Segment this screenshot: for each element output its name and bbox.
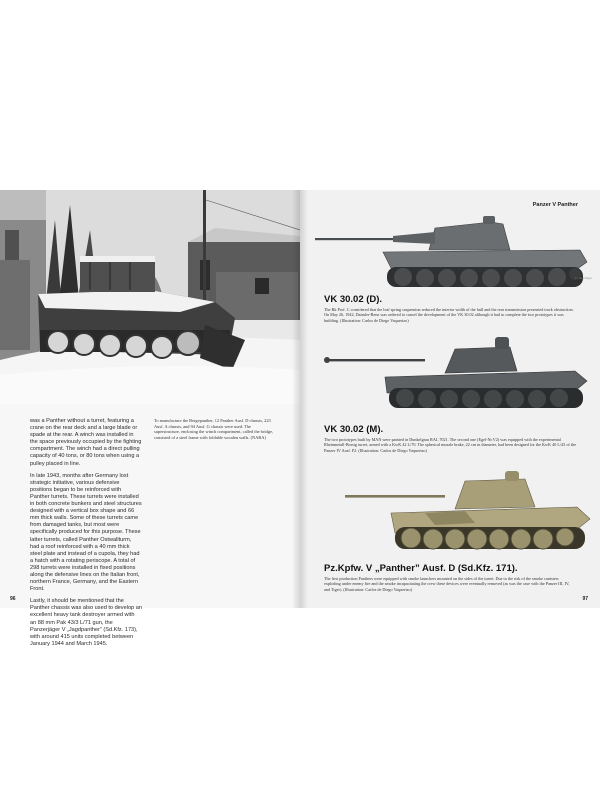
plate-title-panther-ausf-d: Pz.Kpfw. V „Panther” Ausf. D (Sd.Kfz. 171). <box>324 563 518 574</box>
tank-illustration-vk3002d <box>305 210 595 290</box>
page-number-right: 97 <box>582 596 588 602</box>
plate-title-vk3002m: VK 30.02 (M). <box>324 424 384 435</box>
body-paragraph: In late 1943, months after Germany lost strategic initiative, various defensive positions began to be reinforced with Panther turrets. These turrets were installed in both concrete bunkers and steel structures designed with a vertical box shape and 66 mm thick walls. Some of these turrets came from damaged tanks, but most were specifically produced for this purpose. These latter turrets, called Panther Ostwallturm, had a roof reinforced with a 40 mm thick steel plate and instead of a cupola, they had a hatch with a rotating periscope. A total of 298 turrets were installed in fixed positions along the defensive lines on the Italian front, northern France, Germany, and the Eastern Front. <box>30 472 142 593</box>
page-number-left: 96 <box>10 596 16 602</box>
left-body-text <box>30 418 142 653</box>
photo-caption: To manufacture the Bergepanther, 12 Panther Ausf. D chassis, 223 Ausf. A chassis, and 94 Ausf. G chassis were used. The superstructure, enclosing the winch compartment, called the bridge, consisted of a steel frame with foldable wooden walls. (NARA) <box>154 418 273 440</box>
plate-caption-vk3002m: The two prototypes built by MAN were painted in Dunkelgrau RAL 7021. The second one (Egel-Nr.V2) was equipped with the experimental Rheinmetall-Borsig turret, armed with a KwK 42 L/70. The spherical muzzle brake, 22 cm in diameter, had been designed for the KwK 40 L/43 of the Panzer IV Ausf. F2. (Illustration: Carlos de Diego Vaquerizo) <box>324 437 576 453</box>
bergepanther-photo <box>0 190 300 404</box>
body-paragraph: Lastly, it should be mentioned that the Panther chassis was also used to develop an excellent heavy tank destroyer armed with an 88 mm Pak 43/3 L/71 gun, the Panzerjäger V „Jagdpanther” (Sd.Kfz. 173), with around 415 units completed between January 1944 and March 1945. <box>30 598 142 647</box>
plate-caption-panther-ausf-d: The first production Panthers were equipped with smoke launchers mounted on the sides of the turret. Due to the risk of the smoke canisters exploding under enemy fire and the smoke incapacitating the crew these devices were eventually removed (as was the case with the Panzer III, IV, and Tiger). (Illustration: Carlos de Diego Vaquerizo) <box>324 576 570 592</box>
running-head: Panzer V Panther <box>532 202 578 208</box>
book-spread <box>0 190 600 647</box>
left-page <box>0 190 300 647</box>
body-paragraph: was a Panther without a turret, featuring a crane on the rear deck and a large blade or spade at the rear. A winch was installed in the space previously occupied by the fighting compartment. The winch had a direct pulling capacity of 40 tons, or 80 tons when using a pulley placed in line. <box>30 418 142 467</box>
tank-illustration-vk3002m <box>305 333 595 413</box>
illustrator-signature: C. de Diego <box>575 276 592 280</box>
plate-caption-vk3002d: The Bk Prof. C considered that the leaf spring suspension reduced the interior width of the hull and the rear transmission presented track obstruction. On May 26, 1942, Daimler-Benz was ordered to cancel the development of the VK 30.02 although it had to complete the two prototypes it was building. (Illustration: Carlos de Diego Vaquerizo) <box>324 307 574 323</box>
plate-title-vk3002d: VK 30.02 (D). <box>324 294 383 305</box>
tank-illustration-panther-ausf-d <box>305 467 595 557</box>
